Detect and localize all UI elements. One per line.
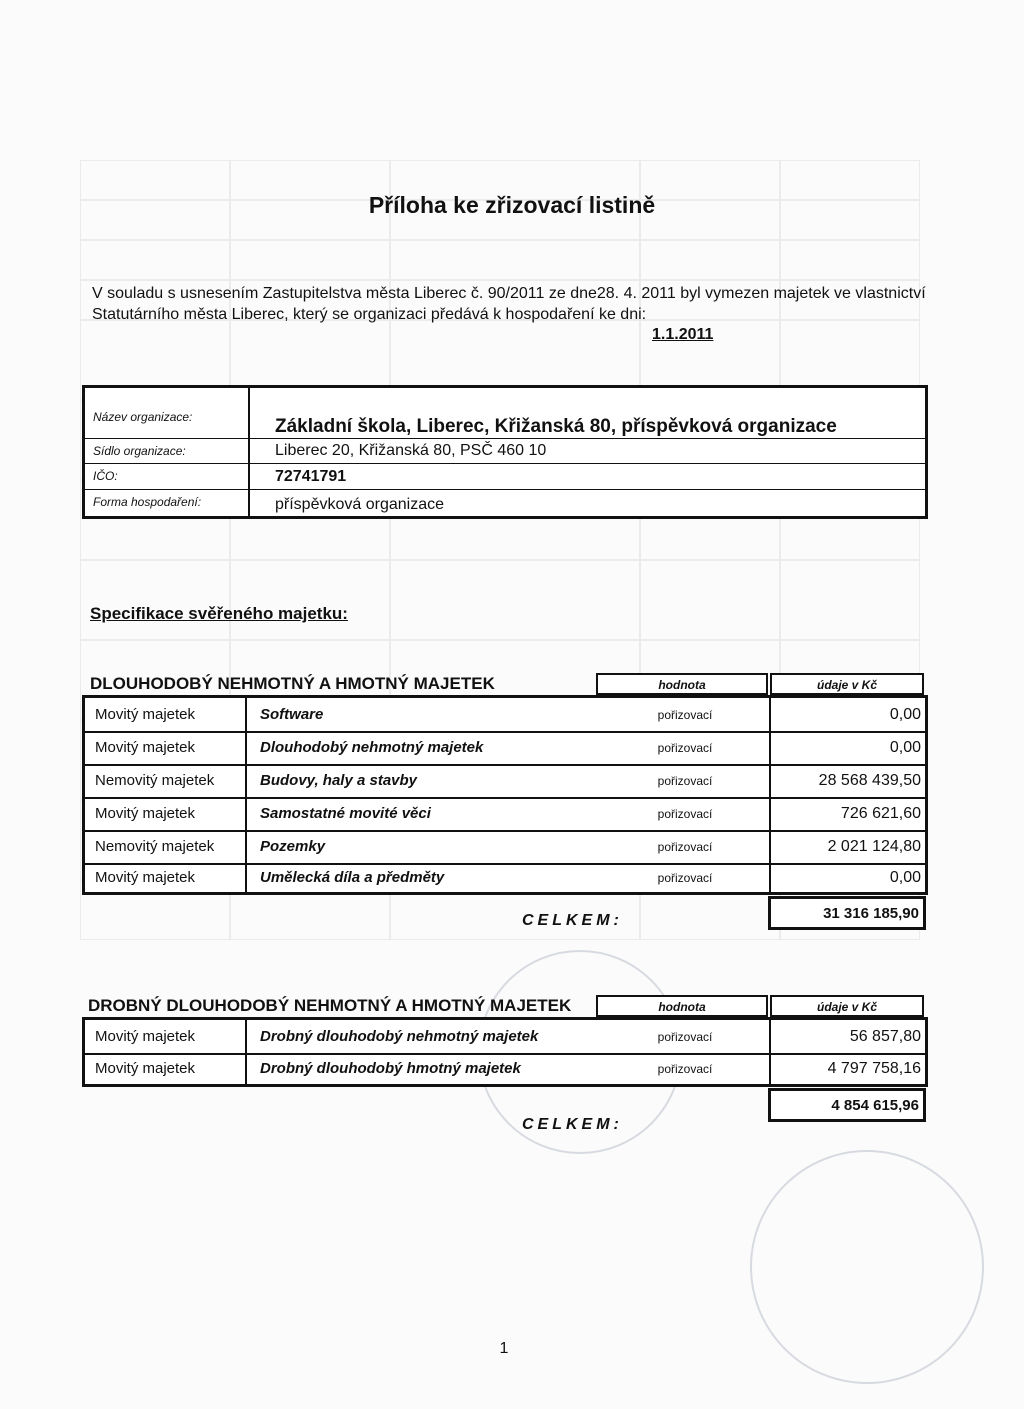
row-hodnota: pořizovací — [657, 839, 713, 854]
section2-total: 4 854 615,96 — [768, 1088, 926, 1122]
section1-col-hodnota: hodnota — [596, 673, 768, 695]
row-value: 0,00 — [769, 731, 921, 764]
specification-title: Specifikace svěřeného majetku: — [90, 604, 348, 623]
row-name: Dlouhodobý nehmotný majetek — [260, 739, 484, 756]
section1-col-udaje: údaje v Kč — [770, 673, 924, 695]
org-label-name: Název organizace: — [93, 410, 193, 424]
row-name: Umělecká díla a předměty — [260, 869, 445, 886]
section2-title: DROBNÝ DLOUHODOBÝ NEHMOTNÝ A HMOTNÝ MAJETEK — [88, 996, 572, 1015]
row-name: Pozemky — [260, 838, 326, 855]
row-hodnota: pořizovací — [657, 1029, 713, 1044]
row-hodnota: pořizovací — [657, 1061, 713, 1076]
table-row — [85, 1020, 925, 1055]
row-name: Drobný dlouhodobý hmotný majetek — [260, 1060, 521, 1077]
org-label-ico: IČO: — [93, 469, 118, 483]
org-ico: 72741791 — [275, 468, 347, 485]
page-number: 1 — [499, 1340, 509, 1357]
section2-col-hodnota: hodnota — [596, 995, 768, 1017]
intro-text: V souladu s usnesením Zastupitelstva města Liberec č. 90/2011 ze dne28. 4. 2011 byl vymezen majetek ve vlastnictví Statutárního města Liberec, který se organizaci předává k hospodaření ke dni: — [92, 285, 926, 323]
intro-date: 1.1.2011 — [652, 326, 714, 343]
row-type: Movitý majetek — [85, 1053, 247, 1084]
row-hodnota: pořizovací — [657, 740, 713, 755]
section2-col-udaje: údaje v Kč — [770, 995, 924, 1017]
row-type: Nemovitý majetek — [85, 830, 247, 863]
row-name: Samostatné movité věci — [260, 805, 431, 822]
section1-total: 31 316 185,90 — [768, 896, 926, 930]
table-row — [85, 863, 925, 892]
table-row — [85, 830, 925, 865]
org-seat: Liberec 20, Křižanská 80, PSČ 460 10 — [275, 442, 547, 459]
row-hodnota: pořizovací — [657, 707, 713, 722]
row-type: Movitý majetek — [85, 731, 247, 764]
row-value: 28 568 439,50 — [769, 764, 921, 797]
row-type: Movitý majetek — [85, 863, 247, 892]
table-row — [85, 797, 925, 832]
row-hodnota: pořizovací — [657, 806, 713, 821]
org-form: příspěvková organizace — [275, 496, 444, 513]
organization-box — [82, 385, 928, 519]
row-type: Nemovitý majetek — [85, 764, 247, 797]
section2-total-label: CELKEM: — [522, 1116, 623, 1133]
section1-title: DLOUHODOBÝ NEHMOTNÝ A HMOTNÝ MAJETEK — [90, 674, 495, 693]
org-label-form: Forma hospodaření: — [93, 495, 202, 509]
row-name: Drobný dlouhodobý nehmotný majetek — [260, 1028, 539, 1045]
table-row — [85, 1053, 925, 1084]
row-hodnota: pořizovací — [657, 870, 713, 885]
row-value: 2 021 124,80 — [769, 830, 921, 863]
section2-table — [82, 1017, 928, 1087]
row-value: 726 621,60 — [769, 797, 921, 830]
org-divider — [85, 463, 925, 464]
row-type: Movitý majetek — [85, 1020, 247, 1053]
row-name: Budovy, haly a stavby — [260, 772, 418, 789]
row-value: 56 857,80 — [769, 1020, 921, 1053]
row-value: 0,00 — [769, 698, 921, 731]
table-row — [85, 764, 925, 799]
section1-total-label: CELKEM: — [522, 912, 623, 929]
row-type: Movitý majetek — [85, 797, 247, 830]
table-row — [85, 731, 925, 766]
row-name: Software — [260, 706, 324, 723]
org-divider — [85, 489, 925, 490]
org-divider — [85, 438, 925, 439]
section1-table — [82, 695, 928, 895]
table-row — [85, 698, 925, 733]
row-type: Movitý majetek — [85, 698, 247, 731]
org-label-seat: Sídlo organizace: — [93, 444, 186, 458]
row-hodnota: pořizovací — [657, 773, 713, 788]
row-value: 0,00 — [769, 863, 921, 892]
page-title: Příloha ke zřizovací listině — [368, 192, 656, 218]
org-name: Základní škola, Liberec, Křižanská 80, příspěvková organizace — [275, 416, 837, 437]
row-value: 4 797 758,16 — [769, 1053, 921, 1084]
